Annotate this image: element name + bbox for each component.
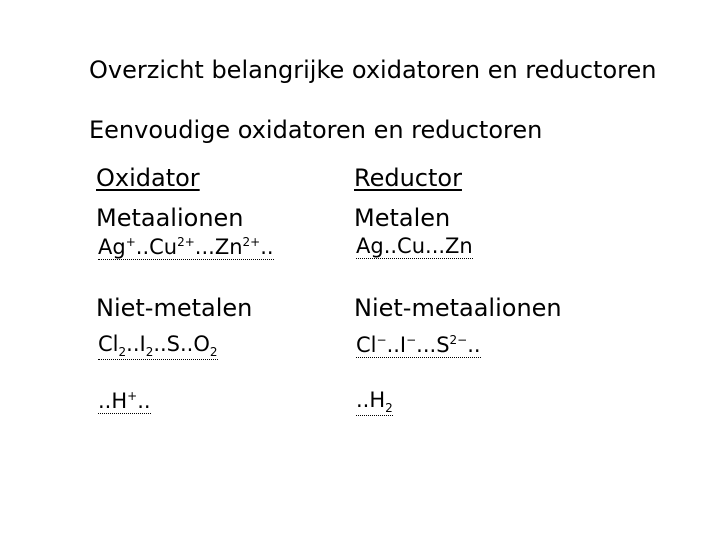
slide-subtitle: Eenvoudige oxidatoren en reductoren	[89, 116, 543, 144]
metals-formula: Ag..Cu...Zn	[356, 234, 473, 258]
hydrogen-formula: $..H_2$	[356, 388, 393, 416]
nonmetal-ions-label: Niet-metaalionen	[354, 294, 562, 322]
metal-ions-formula: $Ag^+..Cu^{2+}...Zn^{2+}$..	[98, 235, 274, 259]
oxidator-header: Oxidator	[96, 164, 200, 192]
nonmetal-ions-formula: $Cl^-..I^-...S^{2-}$..	[356, 333, 481, 357]
slide-title: Overzicht belangrijke oxidatoren en reductoren	[89, 56, 657, 84]
metals-label: Metalen	[354, 204, 451, 232]
reductor-header: Reductor	[354, 164, 462, 192]
nonmetals-formula: $Cl_2..I_2..S..O_2$	[98, 332, 218, 360]
proton-formula: ..H+..	[98, 389, 151, 413]
nonmetals-label: Niet-metalen	[96, 294, 253, 322]
metal-ions-label: Metaalionen	[96, 204, 244, 232]
